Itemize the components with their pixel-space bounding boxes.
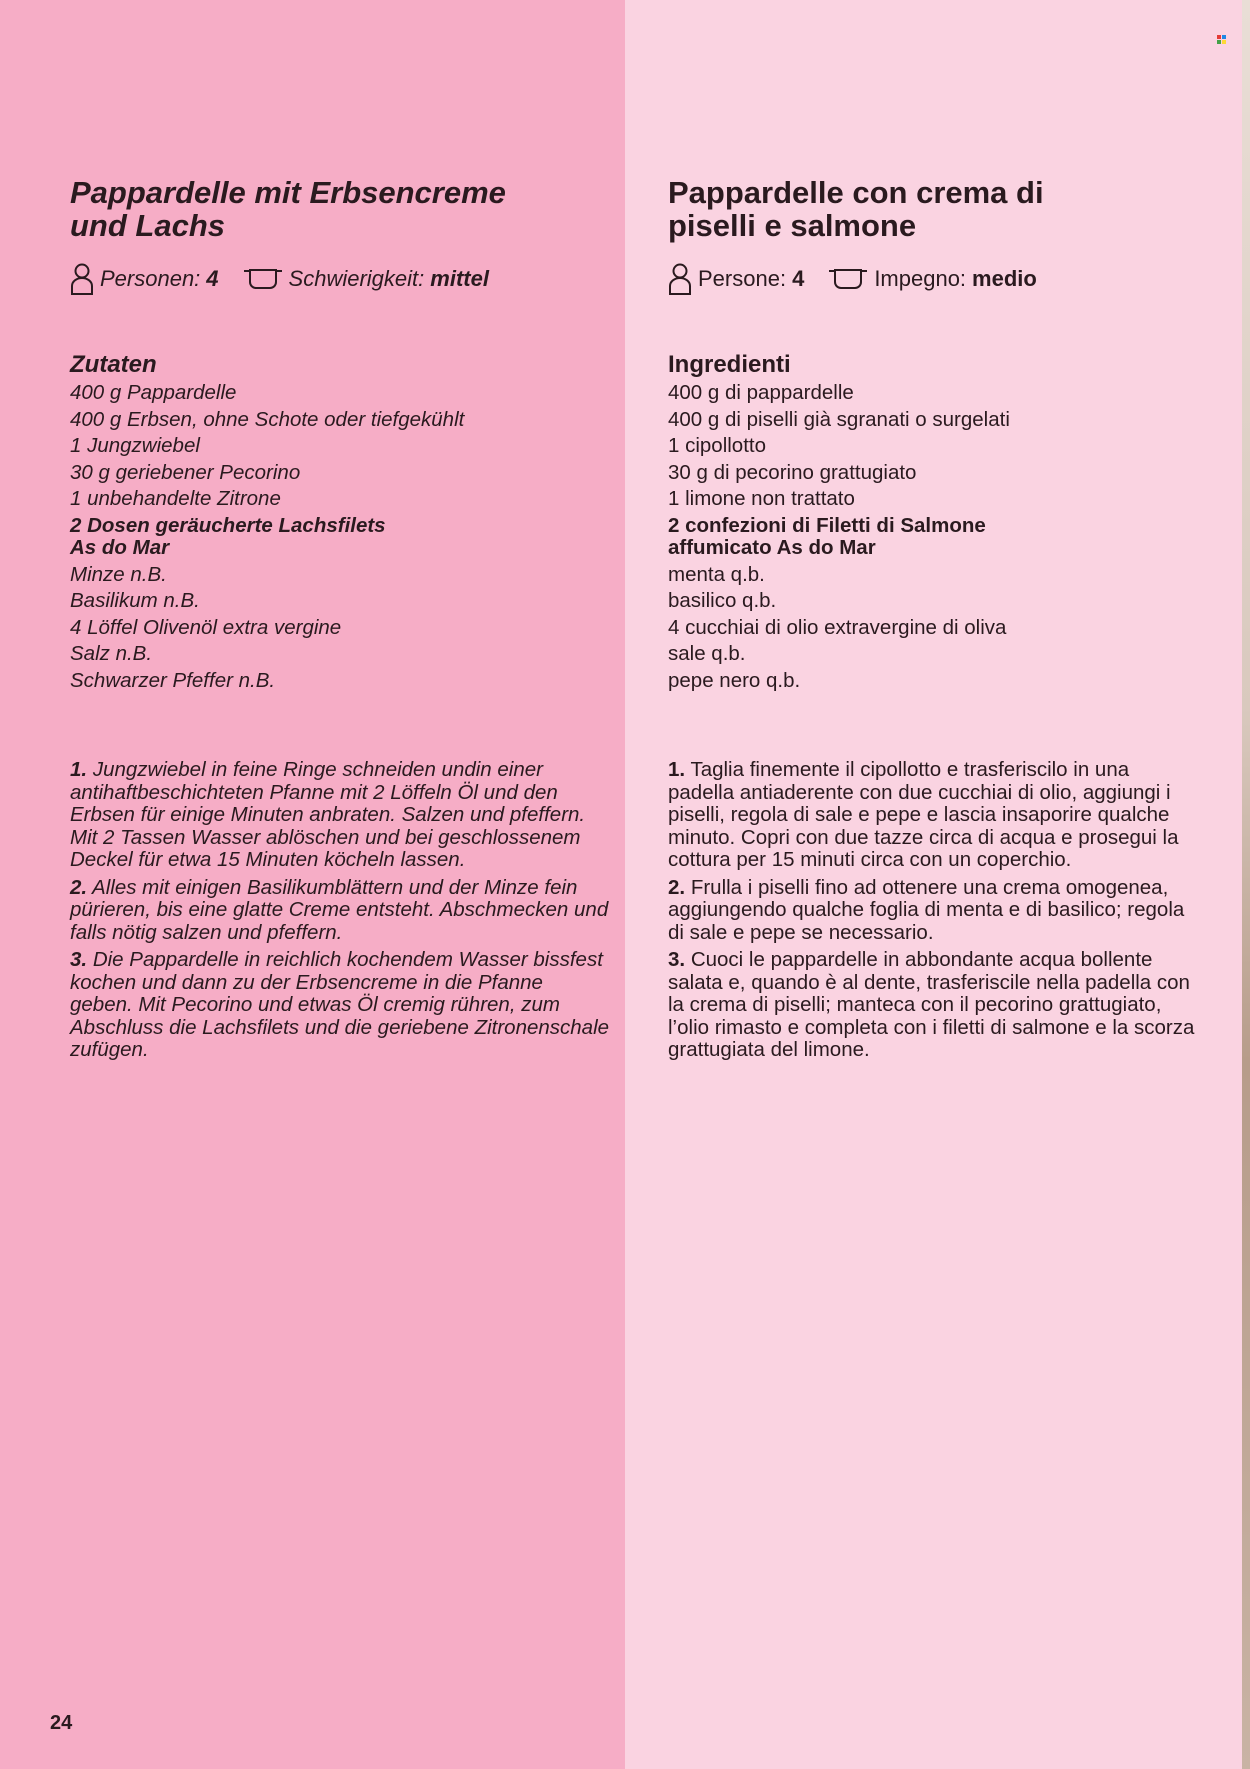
person-icon	[70, 263, 94, 295]
difficulty-label: Impegno:	[874, 266, 967, 291]
ingredient-item: 1 unbehandelte Zitrone	[70, 487, 281, 510]
ingredient-item: Basilikum n.B.	[70, 589, 200, 612]
ingredient-item: pepe nero q.b.	[668, 668, 801, 692]
german-ingredients-heading: Zutaten	[70, 351, 157, 378]
ingredient-item: 400 g Erbsen, ohne Schote oder tiefgekühlt	[70, 407, 465, 431]
italian-steps	[668, 759, 1198, 1067]
difficulty-label: Schwierigkeit:	[288, 266, 425, 291]
ingredient-item: 30 g geriebener Pecorino	[70, 460, 301, 484]
ingredient-item: 1 cipollotto	[668, 434, 767, 457]
step-number: 2.	[70, 875, 88, 899]
ingredient-item: 400 g Pappardelle	[70, 381, 237, 404]
persons-value: 4	[206, 266, 219, 291]
persons-label: Persone:	[698, 266, 787, 291]
step-number: 2.	[668, 875, 686, 899]
ingredient-item: 4 Löffel Olivenöl extra vergine	[70, 615, 342, 639]
step-number: 3.	[70, 948, 88, 971]
ingredient-item: Salz n.B.	[70, 642, 153, 665]
italian-ingredients-list	[668, 380, 1128, 694]
italian-ingredients-heading: Ingredienti	[668, 351, 791, 378]
step-item	[668, 759, 1198, 872]
step-item	[70, 877, 610, 945]
ingredient-item: 4 cucchiai di olio extravergine di oliva	[668, 615, 1007, 639]
step-text: Cuoci le pappardelle in abbondante acqua bollente salata e, quando è al dente, trasferiscile nella padella con la crema di piselli; manteca con il pecorino grattugiato, l’olio rimasto e completa con i filetti di salmone e la scorza grattugiata del limone.	[668, 948, 1195, 1061]
persons-label: Personen:	[100, 266, 201, 291]
photo-edge-strip	[1242, 0, 1250, 1769]
step-item	[668, 949, 1198, 1062]
ingredient-item-highlight: 2 confezioni di Filetti di Salmone affumicato As do Mar	[668, 513, 986, 559]
step-text: Die Pappardelle in reichlich kochendem Wasser bissfest kochen und dann zu der Erbsencreme in die Pfanne geben. Mit Pecorino und etwas Öl cremig rühren, zum Abschluss die Lachsfilets und die geriebene Zitronenschale zufügen.	[70, 948, 610, 1061]
ingredient-item-highlight: 2 Dosen geräucherte Lachsfilets As do Mar	[70, 513, 386, 559]
step-number: 1.	[70, 758, 88, 781]
person-icon	[668, 263, 692, 295]
italian-meta	[668, 263, 1037, 295]
ingredient-item: 400 g di pappardelle	[668, 381, 854, 404]
step-number: 3.	[668, 948, 686, 971]
german-title: Pappardelle mit Erbsencreme und Lachs	[70, 175, 506, 243]
difficulty-value: medio	[972, 266, 1037, 291]
persons-value: 4	[792, 266, 805, 291]
step-text: Frulla i piselli fino ad ottenere una crema omogenea, aggiungendo qualche foglia di menta e di basilico; regola di sale e pepe se necessario.	[668, 875, 1185, 944]
step-text: Jungzwiebel in feine Ringe schneiden undin einer antihaftbeschichteten Pfanne mit 2 Löffeln Öl und den Erbsen für einige Minuten anbraten. Salzen und pfeffern. Mit 2 Tassen Wasser ablöschen und bei geschlossenem Deckel für etwa 15 Minuten köcheln lassen.	[70, 758, 586, 871]
ingredient-item: 1 limone non trattato	[668, 487, 855, 510]
step-text: Alles mit einigen Basilikumblättern und der Minze fein pürieren, bis eine glatte Creme entsteht. Abschmecken und falls nötig salzen und pfeffern.	[70, 875, 609, 944]
ingredient-item: 400 g di piselli già sgranati o surgelati	[668, 407, 1010, 431]
ingredient-item: Schwarzer Pfeffer n.B.	[70, 668, 276, 692]
pot-icon	[243, 268, 283, 290]
ingredient-item: menta q.b.	[668, 562, 765, 586]
italian-title: Pappardelle con crema di piselli e salmone	[668, 175, 1044, 243]
step-text: Taglia finemente il cipollotto e trasferiscilo in una padella antiaderente con due cucchiai di olio, aggiungi i piselli, regola di sale e pepe e lascia insaporire qualche minuto. Copri con due tazze circa di acqua e prosegui la cottura per 15 minuti circa con un coperchio.	[668, 758, 1179, 871]
step-number: 1.	[668, 758, 686, 781]
german-steps	[70, 759, 610, 1067]
step-item	[70, 759, 610, 872]
brand-logo-icon	[1217, 35, 1226, 44]
step-item	[70, 949, 610, 1062]
ingredient-item: 30 g di pecorino grattugiato	[668, 460, 917, 484]
ingredient-item: sale q.b.	[668, 642, 746, 665]
german-ingredients-list	[70, 380, 550, 694]
ingredient-item: 1 Jungzwiebel	[70, 434, 200, 457]
page-number: 24	[50, 1712, 73, 1734]
pot-icon	[828, 268, 868, 290]
ingredient-item: basilico q.b.	[668, 589, 777, 612]
step-item	[668, 877, 1198, 945]
german-meta	[70, 263, 489, 295]
difficulty-value: mittel	[430, 266, 489, 291]
ingredient-item: Minze n.B.	[70, 562, 167, 586]
